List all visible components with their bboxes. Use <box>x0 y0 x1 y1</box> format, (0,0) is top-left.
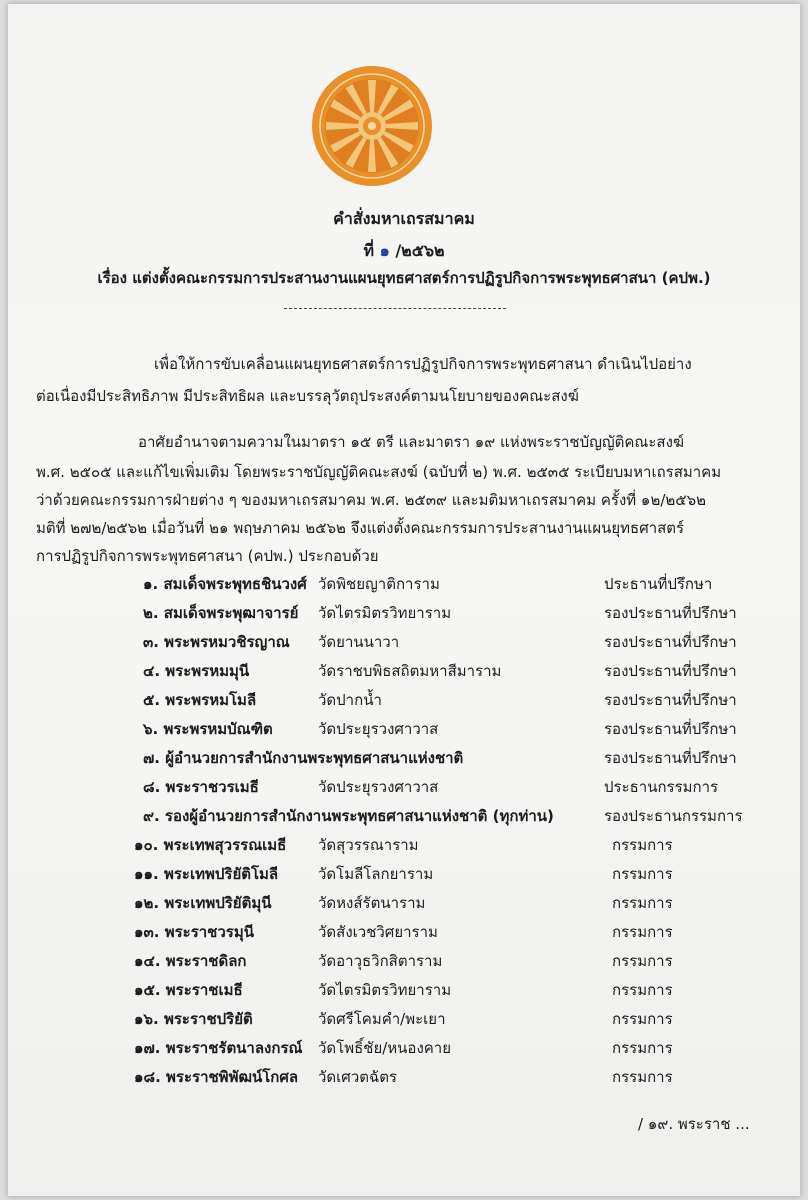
member-name: ๑๑. พระเทพปริยัติโมลี <box>134 865 279 883</box>
order-number-year: /๒๕๖๒ <box>395 241 445 260</box>
member-row <box>8 599 800 627</box>
member-name: ๗. ผู้อำนวยการสำนักงานพระพุทธศาสนาแห่งชาติ <box>143 749 464 767</box>
member-row <box>8 686 800 714</box>
member-temple: วัดไตรมิตรวิทยาราม <box>318 604 452 622</box>
member-temple: วัดประยุรวงศาวาส <box>318 720 439 738</box>
member-temple: วัดประยุรวงศาวาส <box>318 778 439 796</box>
member-temple: วัดอาวุธวิกสิตาราม <box>318 952 443 970</box>
member-role: กรรมการ <box>612 1010 673 1028</box>
member-temple: วัดพิชยญาติการาม <box>318 575 440 593</box>
member-row <box>8 1005 800 1033</box>
order-title: คำสั่งมหาเถรสมาคม <box>333 209 475 228</box>
member-temple: วัดสุวรรณาราม <box>318 836 419 854</box>
member-row <box>8 715 800 743</box>
member-name: ๒. สมเด็จพระพุฒาจารย์ <box>143 604 299 622</box>
member-temple: วัดสังเวชวิศยาราม <box>318 923 438 941</box>
member-name: ๑๓. พระราชวรมุนี <box>134 923 254 941</box>
member-role: กรรมการ <box>612 923 673 941</box>
divider <box>284 308 506 309</box>
member-name: ๑๔. พระราชดิลก <box>134 952 247 970</box>
member-row <box>8 860 800 888</box>
member-row <box>8 1063 800 1091</box>
member-role: รองประธานที่ปรึกษา <box>604 691 737 709</box>
member-row <box>8 773 800 801</box>
member-name: ๘. พระราชวรเมธี <box>143 778 259 796</box>
member-temple: วัดโพธิ์ชัย/หนองคาย <box>318 1039 452 1057</box>
member-name: ๑๕. พระราชเมธี <box>134 981 243 999</box>
member-row <box>8 918 800 946</box>
member-row <box>8 947 800 975</box>
member-temple: วัดไตรมิตรวิทยาราม <box>318 981 452 999</box>
member-temple: วัดโมลีโลกยาราม <box>318 865 434 883</box>
member-role: กรรมการ <box>612 836 673 854</box>
member-role: กรรมการ <box>612 1068 673 1086</box>
dharma-wheel-icon <box>310 64 434 188</box>
member-role: รองประธานที่ปรึกษา <box>604 720 737 738</box>
member-role: รองประธานที่ปรึกษา <box>604 749 737 767</box>
member-role: ประธานกรรมการ <box>604 778 719 796</box>
member-temple: วัดปากน้ำ <box>318 691 382 709</box>
member-row <box>8 831 800 859</box>
member-role: กรรมการ <box>612 894 673 912</box>
member-role: รองประธานที่ปรึกษา <box>604 604 737 622</box>
member-name: ๑๘. พระราชพิพัฒน์โกศล <box>134 1068 299 1086</box>
member-name: ๓. พระพรหมวชิรญาณ <box>143 633 290 651</box>
member-role: กรรมการ <box>612 981 673 999</box>
order-subject: เรื่อง แต่งตั้งคณะกรรมการประสานงานแผนยุทธศาสตร์การปฏิรูปกิจการพระพุทธศาสนา (คปพ.) <box>97 269 711 287</box>
member-row <box>8 1034 800 1062</box>
member-name: ๑๐. พระเทพสุวรรณเมธี <box>134 836 287 854</box>
member-temple: วัดราชบพิธสถิตมหาสีมาราม <box>318 662 502 680</box>
member-role: รองประธานที่ปรึกษา <box>604 633 737 651</box>
order-number <box>8 239 800 264</box>
order-number-prefix: ที่ <box>363 241 375 260</box>
member-temple: วัดหงส์รัตนาราม <box>318 894 426 912</box>
member-name: ๙. รองผู้อำนวยการสำนักงานพระพุทธศาสนาแห่งชาติ (ทุกท่าน) <box>143 807 554 825</box>
document-page <box>8 4 800 1196</box>
order-number-handwritten: ๑ <box>379 241 390 260</box>
member-row <box>8 657 800 685</box>
paragraph-1-line-2: ต่อเนื่องมีประสิทธิภาพ มีประสิทธิผล และบรรลุวัตถุประสงค์ตามนโยบายของคณะสงฆ์ <box>36 387 579 405</box>
member-name: ๑๒. พระเทพปริยัติมุนี <box>134 894 272 912</box>
member-temple: วัดเศวตฉัตร <box>318 1068 397 1086</box>
member-name: ๕. พระพรหมโมลี <box>143 691 257 709</box>
member-row <box>8 802 800 830</box>
paragraph-2-line-3: ว่าด้วยคณะกรรมการฝ่ายต่าง ๆ ของมหาเถรสมาคม พ.ศ. ๒๕๓๙ และมติมหาเถรสมาคม ครั้งที่ ๑๒/๒๕๖๒ <box>36 491 707 509</box>
member-row <box>8 889 800 917</box>
member-temple: วัดศรีโคมคำ/พะเยา <box>318 1010 446 1028</box>
paragraph-1-line-1: เพื่อให้การขับเคลื่อนแผนยุทธศาสตร์การปฏิรูปกิจการพระพุทธศาสนา ดำเนินไปอย่าง <box>154 355 692 373</box>
member-row <box>8 628 800 656</box>
member-name: ๑๗. พระราชรัตนาลงกรณ์ <box>134 1039 303 1057</box>
paragraph-2-line-1: อาศัยอำนาจตามความในมาตรา ๑๕ ตรี และมาตรา ๑๙ แห่งพระราชบัญญัติคณะสงฆ์ <box>138 433 685 451</box>
member-temple: วัดยานนาวา <box>318 633 400 651</box>
paragraph-2-line-4: มติที่ ๒๗๒/๒๕๖๒ เมื่อวันที่ ๒๑ พฤษภาคม ๒๕๖๒ จึงแต่งตั้งคณะกรรมการประสานงานแผนยุทธศาสตร์ <box>36 519 685 537</box>
member-name: ๖. พระพรหมบัณฑิต <box>143 720 273 738</box>
paragraph-2-line-5: การปฏิรูปกิจการพระพุทธศาสนา (คปพ.) ประกอบด้วย <box>36 547 379 565</box>
member-row <box>8 976 800 1004</box>
continuation-note: / ๑๙. พระราช ... <box>638 1115 750 1133</box>
member-row <box>8 570 800 598</box>
member-name: ๑๖. พระราชปริยัติ <box>134 1010 253 1028</box>
member-row <box>8 744 800 772</box>
member-role: กรรมการ <box>612 952 673 970</box>
member-role: รองประธานที่ปรึกษา <box>604 662 737 680</box>
member-name: ๔. พระพรหมมุนี <box>143 662 250 680</box>
member-name: ๑. สมเด็จพระพุทธชินวงศ์ <box>143 575 307 593</box>
member-role: กรรมการ <box>612 865 673 883</box>
member-role: รองประธานกรรมการ <box>604 807 743 825</box>
member-role: ประธานที่ปรึกษา <box>604 575 713 593</box>
member-role: กรรมการ <box>612 1039 673 1057</box>
paragraph-2-line-2: พ.ศ. ๒๕๐๕ และแก้ไขเพิ่มเติม โดยพระราชบัญญัติคณะสงฆ์ (ฉบับที่ ๒) พ.ศ. ๒๕๓๕ ระเบียบมหาเถรสมาคม <box>36 463 722 481</box>
